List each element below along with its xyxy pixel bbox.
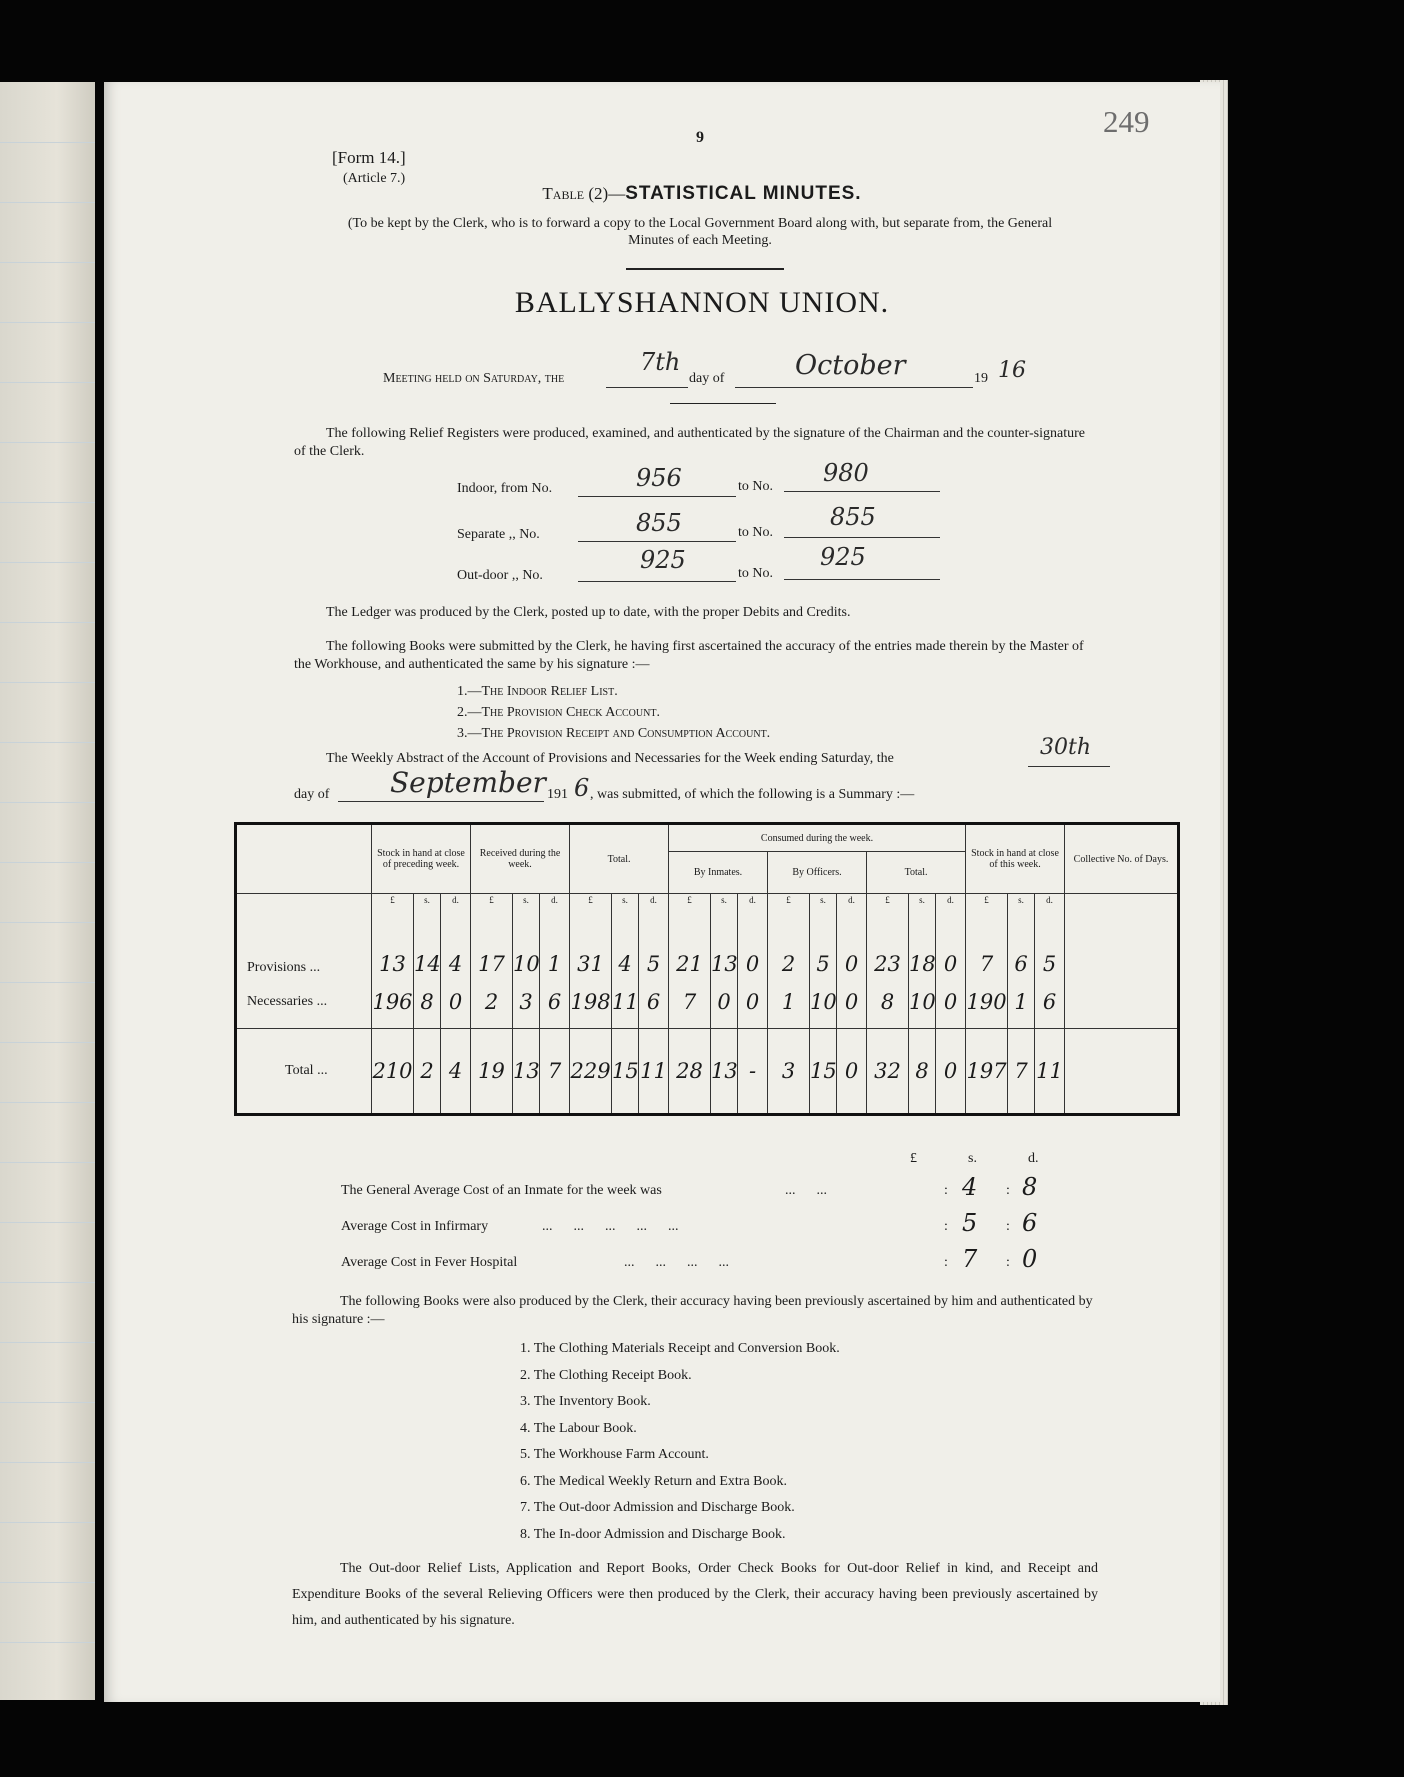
average-shillings: 7: [962, 1245, 978, 1273]
table-cell-stock-start: 2: [414, 1028, 441, 1114]
table-cell-stock-start: 196: [372, 976, 414, 1028]
meeting-prefix: Meeting held on Saturday, the: [383, 371, 565, 386]
table-cell-received: 10: [513, 906, 540, 976]
table-cell-received: 7: [540, 1028, 570, 1114]
register-from: 956: [636, 464, 682, 492]
meeting-month: October: [795, 350, 906, 381]
average-colon: :: [944, 1219, 948, 1234]
unit-label: s.: [612, 894, 639, 907]
average-pence: 6: [1022, 1209, 1038, 1237]
table-row: [236, 1028, 1179, 1114]
table-cell-by-officers: 0: [837, 906, 867, 976]
instructions: (To be kept by the Clerk, who is to forward a copy to the Local Government Board along with, but separate from, the General Minutes of each Meeting.: [347, 216, 1053, 248]
table-cell-stock-end: 6: [1008, 906, 1035, 976]
table-cell-collective-days: [1065, 1028, 1179, 1114]
page-number: 9: [696, 129, 704, 146]
ledger-paragraph: The Ledger was produced by the Clerk, posted up to date, with the proper Debits and Credits.: [326, 605, 851, 620]
table-cell-by-officers: 15: [810, 1028, 837, 1114]
final-paragraph: The Out-door Relief Lists, Application and Report Books, Order Check Books for Out-door Relief in kind, and Receipt and Expenditure Books of the several Relieving Officers were then produced by the Clerk, their accuracy having been previously ascertained by him, and authenticated by his signature.: [292, 1561, 1098, 1628]
header-by-officers: By Officers.: [768, 852, 867, 894]
form-label: [Form 14.]: [332, 148, 406, 167]
divider: [626, 268, 784, 270]
unit-label: £: [966, 894, 1008, 907]
table-row: [236, 906, 1179, 976]
unit-blank: [236, 894, 372, 907]
average-colon: :: [944, 1255, 948, 1270]
register-label: Indoor, from No.: [457, 481, 553, 496]
table-cell-stock-end: 6: [1035, 976, 1065, 1028]
table-cell-received: 13: [513, 1028, 540, 1114]
table-cell-consumed-total: 8: [909, 1028, 936, 1114]
average-colon: :: [1006, 1219, 1010, 1234]
table-cell-stock-start: 13: [372, 906, 414, 976]
table-cell-by-officers: 0: [837, 976, 867, 1028]
submitted-book: 3.—The Provision Receipt and Consumption Account.: [457, 726, 771, 741]
table-cell-collective-days: [1065, 906, 1179, 976]
average-label: The General Average Cost of an Inmate for the week was: [341, 1183, 662, 1198]
table-title-prefix: Table (2)—: [542, 184, 626, 203]
table-cell-total: 31: [570, 906, 612, 976]
register-to-line: [784, 578, 940, 580]
register-from: 855: [636, 509, 682, 537]
average-colon: :: [1006, 1255, 1010, 1270]
unit-label: £: [669, 894, 711, 907]
table-cell-consumed-total: 18: [909, 906, 936, 976]
also-produced-books-list: [520, 1336, 840, 1548]
table-cell-total: 198: [570, 976, 612, 1028]
book-list-item: 7. The Out-door Admission and Discharge Book.: [520, 1500, 795, 1515]
header-consumed-total: Total.: [867, 852, 966, 894]
row-label: Provisions ...: [236, 906, 372, 976]
register-to: 855: [830, 503, 876, 531]
unit-label: s.: [513, 894, 540, 907]
average-dots: ... ...: [785, 1183, 827, 1198]
table-cell-stock-end: 1: [1008, 976, 1035, 1028]
register-from: 925: [640, 546, 686, 574]
table-cell-stock-start: 0: [441, 976, 471, 1028]
table-cell-by-inmates: 0: [738, 976, 768, 1028]
table-cell-by-officers: 3: [768, 1028, 810, 1114]
register-to: 980: [823, 459, 869, 487]
book-list-item: 4. The Labour Book.: [520, 1420, 637, 1436]
unit-label: £: [372, 894, 414, 907]
book-list-item: 6. The Medical Weekly Return and Extra Book.: [520, 1473, 788, 1489]
abstract-year-prefix: 191: [547, 787, 568, 802]
average-colon: :: [944, 1183, 948, 1198]
book-list-item: 3. The Inventory Book.: [520, 1394, 651, 1409]
header-by-inmates: By Inmates.: [669, 852, 768, 894]
table-cell-stock-start: 210: [372, 1028, 414, 1114]
table-cell-stock-end: 5: [1035, 906, 1065, 976]
table-cell-stock-end: 7: [1008, 1028, 1035, 1114]
table-title-main: STATISTICAL MINUTES.: [625, 183, 862, 204]
average-dots: ... ... ... ...: [624, 1255, 729, 1270]
table-cell-by-inmates: 28: [669, 1028, 711, 1114]
unit-label: d.: [936, 894, 966, 907]
table-cell-consumed-total: 23: [867, 906, 909, 976]
table-cell-total: 4: [612, 906, 639, 976]
meeting-year: 16: [998, 358, 1026, 383]
union-name: BALLYSHANNON UNION.: [514, 286, 890, 319]
facing-page: [0, 82, 95, 1700]
submitted-book: 1.—The Indoor Relief List.: [457, 684, 618, 699]
table-cell-consumed-total: 8: [867, 976, 909, 1028]
register-to-label: to No.: [738, 525, 773, 540]
unit-label: d.: [441, 894, 471, 907]
register-from-line: [578, 580, 736, 582]
header-collective-days: Collective No. of Days.: [1065, 824, 1179, 894]
header-consumed: Consumed during the week.: [669, 824, 966, 852]
meeting-day-line: [606, 386, 688, 388]
unit-label: s.: [414, 894, 441, 907]
table-cell-stock-start: 4: [441, 906, 471, 976]
avg-unit-pence: d.: [1028, 1151, 1039, 1166]
meeting-year-prefix: 19: [974, 371, 988, 386]
table-cell-received: 17: [471, 906, 513, 976]
register-label: Separate ,, No.: [457, 527, 540, 542]
average-colon: :: [1006, 1183, 1010, 1198]
table-cell-by-inmates: 13: [711, 1028, 738, 1114]
meeting-month-line: [735, 386, 973, 388]
table-cell-total: 229: [570, 1028, 612, 1114]
abstract-suffix: , was submitted, of which the following is a Summary :—: [590, 787, 915, 802]
table-cell-consumed-total: 0: [936, 976, 966, 1028]
unit-label: s.: [810, 894, 837, 907]
table-cell-by-inmates: -: [738, 1028, 768, 1114]
table-cell-stock-end: 197: [966, 1028, 1008, 1114]
register-to-line: [784, 490, 940, 492]
table-cell-total: 6: [639, 976, 669, 1028]
row-label: Total ...: [236, 1028, 372, 1114]
abstract-year: 6: [574, 774, 590, 802]
unit-blank: [1065, 894, 1179, 907]
table-cell-received: 6: [540, 976, 570, 1028]
header-total: Total.: [570, 824, 669, 894]
registers-paragraph: The following Relief Registers were produced, examined, and authenticated by the signature of the Chairman and the counter-signature of the Clerk.: [294, 426, 1085, 459]
table-cell-by-officers: 0: [837, 1028, 867, 1114]
abstract-day-of: day of: [294, 787, 330, 802]
weekly-abstract-text: The Weekly Abstract of the Account of Provisions and Necessaries for the Week ending Saturday, the: [326, 751, 894, 766]
average-shillings: 4: [962, 1173, 978, 1201]
table-cell-received: 19: [471, 1028, 513, 1114]
table-cell-received: 3: [513, 976, 540, 1028]
also-produced-paragraph: The following Books were also produced by the Clerk, their accuracy having been previously ascertained by him and authenticated by his signature :—: [292, 1294, 1093, 1327]
table-cell-consumed-total: 10: [909, 976, 936, 1028]
unit-label: d.: [1035, 894, 1065, 907]
avg-unit-pounds: £: [910, 1151, 917, 1166]
register-from-line: [578, 540, 736, 542]
book-list-item: 1. The Clothing Materials Receipt and Conversion Book.: [520, 1341, 840, 1356]
table-cell-consumed-total: 0: [936, 1028, 966, 1114]
table-cell-stock-end: 7: [966, 906, 1008, 976]
unit-label: d.: [837, 894, 867, 907]
meeting-day: 7th: [640, 348, 681, 376]
table-cell-by-inmates: 13: [711, 906, 738, 976]
book-list-item: 5. The Workhouse Farm Account.: [520, 1447, 709, 1462]
register-label: Out-door ,, No.: [457, 568, 543, 583]
table-cell-total: 5: [639, 906, 669, 976]
unit-label: d.: [639, 894, 669, 907]
table-cell-consumed-total: 32: [867, 1028, 909, 1114]
abstract-day-line: [1028, 765, 1110, 767]
meeting-day-of: day of: [689, 371, 725, 386]
table-cell-stock-start: 14: [414, 906, 441, 976]
table-cell-stock-end: 11: [1035, 1028, 1065, 1114]
book-list-item: 2. The Clothing Receipt Book.: [520, 1367, 692, 1383]
folio-number: 249: [1103, 104, 1150, 139]
row-label: Necessaries ...: [236, 976, 372, 1028]
unit-label: d.: [738, 894, 768, 907]
table-cell-received: 2: [471, 976, 513, 1028]
header-received: Received during the week.: [471, 824, 570, 894]
table-cell-by-officers: 2: [768, 906, 810, 976]
header-stock-end: Stock in hand at close of this week.: [966, 824, 1065, 894]
table-cell-by-officers: 5: [810, 906, 837, 976]
table-cell-by-inmates: 0: [711, 976, 738, 1028]
avg-unit-shillings: s.: [968, 1151, 977, 1166]
unit-label: £: [768, 894, 810, 907]
average-pence: 0: [1022, 1245, 1038, 1273]
table-cell-received: 1: [540, 906, 570, 976]
table-cell-total: 15: [612, 1028, 639, 1114]
register-to-line: [784, 536, 940, 538]
register-from-line: [578, 495, 736, 497]
unit-label: s.: [1008, 894, 1035, 907]
average-label: Average Cost in Infirmary: [341, 1219, 489, 1234]
table-cell-stock-start: 4: [441, 1028, 471, 1114]
abstract-day: 30th: [1040, 735, 1092, 760]
table-cell-by-officers: 10: [810, 976, 837, 1028]
average-pence: 8: [1022, 1173, 1038, 1201]
abstract-month: September: [390, 766, 546, 799]
average-dots: ... ... ... ... ...: [542, 1219, 679, 1234]
abstract-month-line: [338, 800, 544, 802]
table-cell-collective-days: [1065, 976, 1179, 1028]
table-row: [236, 976, 1179, 1028]
unit-label: s.: [711, 894, 738, 907]
table-cell-total: 11: [639, 1028, 669, 1114]
register-to: 925: [820, 543, 866, 571]
submitted-books-list: [457, 681, 770, 744]
table-cell-by-inmates: 0: [738, 906, 768, 976]
blank-header: [236, 824, 372, 894]
table-cell-consumed-total: 0: [936, 906, 966, 976]
table-cell-by-inmates: 7: [669, 976, 711, 1028]
table-cell-total: 11: [612, 976, 639, 1028]
unit-label: £: [471, 894, 513, 907]
unit-label: s.: [909, 894, 936, 907]
book-list-item: 8. The In-door Admission and Discharge Book.: [520, 1526, 786, 1542]
unit-label: £: [570, 894, 612, 907]
table-cell-stock-end: 190: [966, 976, 1008, 1028]
submitted-book: 2.—The Provision Check Account.: [457, 705, 660, 720]
summary-table: [234, 822, 1180, 1116]
register-to-label: to No.: [738, 479, 773, 494]
books-paragraph: The following Books were submitted by the Clerk, he having first ascertained the accuracy of the entries made therein by the Master of the Workhouse, and authenticated the same by his signature :—: [294, 639, 1084, 672]
unit-label: £: [867, 894, 909, 907]
average-label: Average Cost in Fever Hospital: [341, 1255, 518, 1270]
table-cell-stock-start: 8: [414, 976, 441, 1028]
average-shillings: 5: [962, 1209, 978, 1237]
unit-label: d.: [540, 894, 570, 907]
header-stock-start: Stock in hand at close of preceding week.: [372, 824, 471, 894]
register-to-label: to No.: [738, 566, 773, 581]
divider: [670, 403, 776, 404]
table-title: [0, 183, 1404, 205]
table-cell-by-inmates: 21: [669, 906, 711, 976]
table-cell-by-officers: 1: [768, 976, 810, 1028]
article-label: (Article 7.): [343, 171, 406, 186]
